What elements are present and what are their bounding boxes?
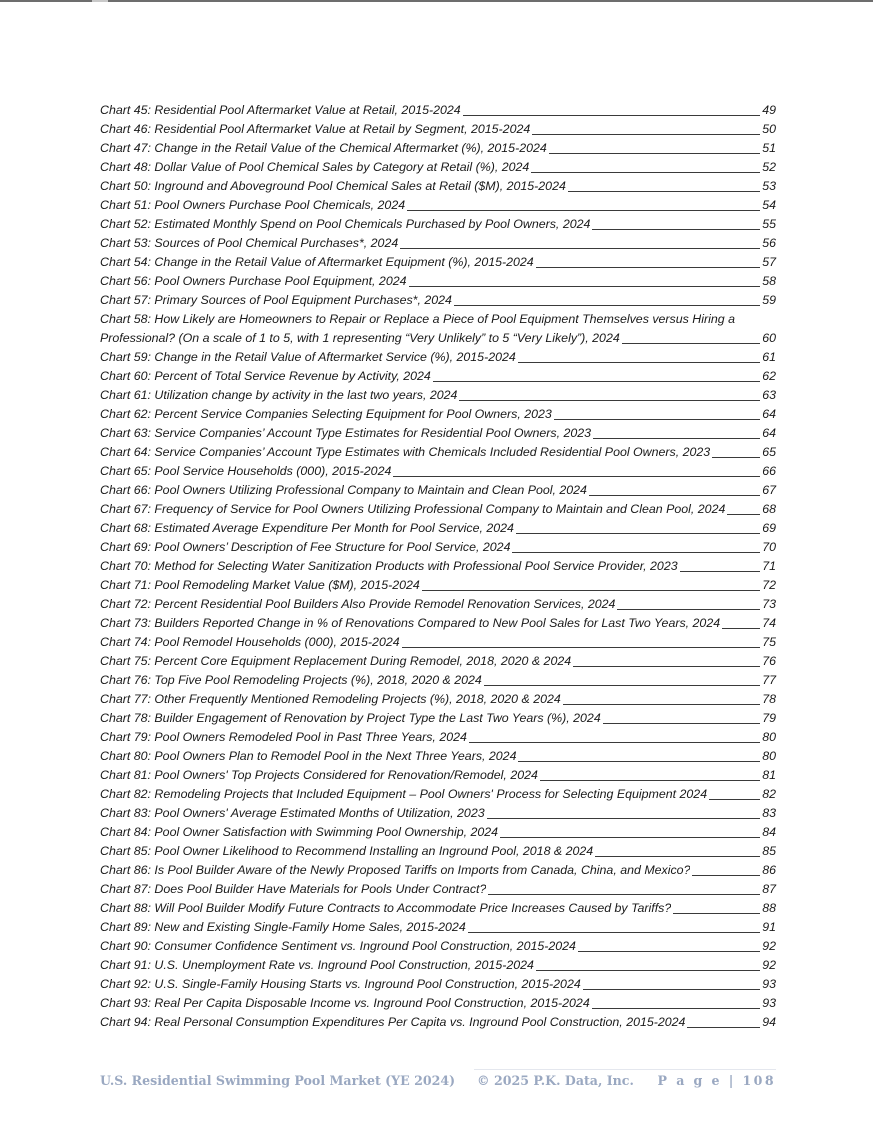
toc-entry-page: 93 [762,996,776,1010]
toc-entry-page: 92 [762,958,776,972]
toc-entry-page: 74 [762,616,776,630]
toc-entry[interactable] [100,937,776,956]
toc-entry[interactable] [100,728,776,747]
toc-entry-page: 71 [762,559,776,573]
toc-entry-page: 82 [762,787,776,801]
toc-leader-line [400,248,760,249]
toc-leader-line [583,989,760,990]
toc-entry[interactable] [100,557,776,576]
toc-leader-line [433,381,760,382]
toc-entry-page: 66 [762,464,776,478]
toc-entry-page: 80 [762,730,776,744]
toc-entry-page: 84 [762,825,776,839]
toc-entry[interactable] [100,215,776,234]
toc-entry-title: Chart 83: Pool Owners' Average Estimated Months of Utilization, 2023 [100,806,485,820]
toc-leader-line [549,153,760,154]
toc-entry-page: 83 [762,806,776,820]
toc-entry[interactable] [100,538,776,557]
toc-entry-page: 68 [762,502,776,516]
toc-entry-page: 94 [762,1015,776,1029]
toc-entry-title: Chart 50: Inground and Aboveground Pool Chemical Sales at Retail ($M), 2015-2024 [100,179,566,193]
toc-leader-line [712,457,760,458]
toc-leader-line [687,1027,760,1028]
toc-entry[interactable] [100,956,776,975]
toc-entry-title: Chart 51: Pool Owners Purchase Pool Chemicals, 2024 [100,198,406,212]
toc-entry-title: Chart 84: Pool Owner Satisfaction with Swimming Pool Ownership, 2024 [100,825,499,839]
toc-entry[interactable] [100,899,776,918]
toc-entry-title: Chart 79: Pool Owners Remodeled Pool in Past Three Years, 2024 [100,730,467,744]
toc-leader-line [518,761,760,762]
toc-entry[interactable] [100,139,776,158]
toc-leader-line [518,362,760,363]
toc-entry[interactable] [100,766,776,785]
toc-leader-line [469,742,760,743]
toc-entry[interactable] [100,823,776,842]
toc-entry[interactable] [100,861,776,880]
toc-entry[interactable] [100,576,776,595]
toc-entry-page: 60 [762,331,776,345]
toc-entry-page: 79 [762,711,776,725]
toc-leader-line [727,514,760,515]
toc-entry[interactable] [100,443,776,462]
toc-entry[interactable] [100,1013,776,1032]
toc-entry-title: Chart 91: U.S. Unemployment Rate vs. Inground Pool Construction, 2015-2024 [100,958,534,972]
toc-entry-title: Chart 57: Primary Sources of Pool Equipment Purchases*, 2024 [100,293,452,307]
toc-leader-line [554,419,760,420]
toc-entry[interactable] [100,424,776,443]
toc-leader-line [500,837,760,838]
toc-entry-page: 92 [762,939,776,953]
toc-leader-line [516,533,760,534]
toc-entry-page: 53 [762,179,776,193]
toc-leader-line [680,571,760,572]
toc-leader-line [532,134,760,135]
toc-leader-line [595,856,760,857]
toc-entry[interactable] [100,880,776,899]
footer-page-number: P a g e | 108 [657,1073,776,1088]
toc-leader-line [709,799,760,800]
toc-leader-line [617,609,760,610]
toc-entry-page: 59 [762,293,776,307]
toc-leader-line [463,115,760,116]
toc-entry-page: 67 [762,483,776,497]
toc-entry-title: Chart 90: Consumer Confidence Sentiment vs. Inground Pool Construction, 2015-2024 [100,939,576,953]
toc-leader-line [722,628,760,629]
toc-entry-page: 64 [762,407,776,421]
toc-entry-title: Chart 46: Residential Pool Aftermarket Value at Retail by Segment, 2015-2024 [100,122,531,136]
toc-entry-title: Chart 89: New and Existing Single-Family Home Sales, 2015-2024 [100,920,466,934]
toc-entry-page: 62 [762,369,776,383]
toc-entry-title: Chart 48: Dollar Value of Pool Chemical Sales by Category at Retail (%), 2024 [100,160,530,174]
toc-entry-title: Chart 58: How Likely are Homeowners to Repair or Replace a Piece of Pool Equipment Themselves versus Hiring a [100,312,735,326]
toc-entry[interactable] [100,652,776,671]
toc-entry-title: Chart 63: Service Companies’ Account Type Estimates for Residential Pool Owners, 2023 [100,426,592,440]
toc-entry-title: Chart 80: Pool Owners Plan to Remodel Pool in the Next Three Years, 2024 [100,749,517,763]
toc-entry-continuation[interactable] [100,329,776,348]
toc-entry-title: Chart 94: Real Personal Consumption Expenditures Per Capita vs. Inground Pool Construction, 2015-2024 [100,1015,686,1029]
toc-entry[interactable] [100,196,776,215]
toc-entry-title: Chart 82: Remodeling Projects that Included Equipment – Pool Owners' Process for Selecting Equipment 2024 [100,787,708,801]
toc-entry-title: Chart 67: Frequency of Service for Pool Owners Utilizing Professional Company to Maintain and Clean Pool, 2024 [100,502,726,516]
table-of-charts [100,101,776,1032]
toc-entry-page: 49 [762,103,776,117]
toc-leader-line [592,1008,760,1009]
toc-entry[interactable] [100,367,776,386]
toc-entry[interactable] [100,785,776,804]
toc-leader-line [487,818,760,819]
footer-report-title: U.S. Residential Swimming Pool Market (YE 2024) [100,1073,456,1088]
toc-entry-page: 87 [762,882,776,896]
toc-entry-title: Chart 76: Top Five Pool Remodeling Projects (%), 2018, 2020 & 2024 [100,673,482,687]
toc-entry[interactable] [100,481,776,500]
toc-entry-title: Chart 54: Change in the Retail Value of Aftermarket Equipment (%), 2015-2024 [100,255,534,269]
toc-entry-page: 73 [762,597,776,611]
toc-entry-title: Chart 66: Pool Owners Utilizing Professional Company to Maintain and Clean Pool, 2024 [100,483,587,497]
toc-entry-title: Chart 87: Does Pool Builder Have Materials for Pools Under Contract? [100,882,487,896]
toc-leader-line [531,172,760,173]
toc-leader-line [563,704,760,705]
toc-entry[interactable] [100,348,776,367]
toc-entry[interactable] [100,462,776,481]
toc-entry-title: Chart 72: Percent Residential Pool Builders Also Provide Remodel Renovation Services, 2024 [100,597,616,611]
toc-entry-page: 52 [762,160,776,174]
top-border [0,0,873,2]
toc-entry-page: 81 [762,768,776,782]
toc-entry-title: Chart 93: Real Per Capita Disposable Income vs. Inground Pool Construction, 2015-2024 [100,996,590,1010]
toc-entry[interactable] [100,101,776,120]
toc-entry-page: 88 [762,901,776,915]
toc-entry-title: Chart 78: Builder Engagement of Renovation by Project Type the Last Two Years (%), 2024 [100,711,601,725]
toc-leader-line [589,495,760,496]
toc-entry[interactable] [100,253,776,272]
toc-entry-page: 78 [762,692,776,706]
toc-entry-page: 72 [762,578,776,592]
toc-leader-line [422,590,760,591]
toc-leader-line [593,438,760,439]
toc-entry[interactable] [100,842,776,861]
toc-entry-page: 55 [762,217,776,231]
toc-entry[interactable] [100,690,776,709]
toc-entry[interactable] [100,994,776,1013]
toc-entry-title: Chart 73: Builders Reported Change in % of Renovations Compared to New Pool Sales for Last Two Years, 2024 [100,616,721,630]
toc-entry-title: Chart 70: Method for Selecting Water Sanitization Products with Professional Pool Service Provider, 2023 [100,559,678,573]
toc-leader-line [536,970,760,971]
toc-entry-title: Chart 77: Other Frequently Mentioned Remodeling Projects (%), 2018, 2020 & 2024 [100,692,561,706]
toc-entry-page: 86 [762,863,776,877]
toc-entry-title: Chart 92: U.S. Single-Family Housing Starts vs. Inground Pool Construction, 2015-2024 [100,977,581,991]
toc-entry[interactable] [100,310,776,329]
toc-entry-title: Chart 60: Percent of Total Service Revenue by Activity, 2024 [100,369,431,383]
toc-leader-line [573,666,760,667]
toc-entry-page: 57 [762,255,776,269]
toc-entry-title: Chart 52: Estimated Monthly Spend on Pool Chemicals Purchased by Pool Owners, 2024 [100,217,591,231]
toc-leader-line [454,305,760,306]
toc-entry-page: 61 [762,350,776,364]
toc-leader-line [393,476,760,477]
toc-entry-page: 70 [762,540,776,554]
toc-entry-title: Chart 45: Residential Pool Aftermarket Value at Retail, 2015-2024 [100,103,461,117]
toc-entry-title: Chart 68: Estimated Average Expenditure Per Month for Pool Service, 2024 [100,521,514,535]
toc-entry-title: Chart 53: Sources of Pool Chemical Purchases*, 2024 [100,236,399,250]
toc-entry-title: Chart 75: Percent Core Equipment Replacement During Remodel, 2018, 2020 & 2024 [100,654,572,668]
toc-entry-title: Chart 65: Pool Service Households (000), 2015-2024 [100,464,392,478]
footer-copyright: © 2025 P.K. Data, Inc. [477,1073,634,1088]
toc-entry-page: 65 [762,445,776,459]
toc-entry[interactable] [100,595,776,614]
toc-entry[interactable] [100,614,776,633]
toc-entry[interactable] [100,747,776,766]
toc-leader-line [402,647,760,648]
toc-leader-line [407,210,760,211]
toc-leader-line [692,875,760,876]
toc-entry[interactable] [100,291,776,310]
toc-entry-title: Chart 64: Service Companies’ Account Type Estimates with Chemicals Included Residential Pool Owners, 2023 [100,445,711,459]
toc-entry[interactable] [100,500,776,519]
toc-entry[interactable] [100,177,776,196]
toc-entry-page: 69 [762,521,776,535]
toc-entry[interactable] [100,975,776,994]
toc-entry-page: 54 [762,198,776,212]
toc-leader-line [536,267,760,268]
toc-entry-title: Chart 69: Pool Owners’ Description of Fee Structure for Pool Service, 2024 [100,540,511,554]
toc-entry[interactable] [100,120,776,139]
toc-entry-page: 58 [762,274,776,288]
toc-entry-page: 93 [762,977,776,991]
toc-entry-title: Chart 71: Pool Remodeling Market Value ($M), 2015-2024 [100,578,420,592]
toc-leader-line [540,780,760,781]
footer-rule [474,1069,776,1070]
toc-entry[interactable] [100,272,776,291]
toc-entry-title: Chart 74: Pool Remodel Households (000), 2015-2024 [100,635,400,649]
toc-entry-page: 56 [762,236,776,250]
toc-entry[interactable] [100,918,776,937]
toc-leader-line [673,913,760,914]
toc-entry-page: 50 [762,122,776,136]
toc-entry[interactable] [100,234,776,253]
toc-leader-line [512,552,760,553]
toc-leader-line [568,191,760,192]
toc-leader-line [622,343,760,344]
toc-entry[interactable] [100,709,776,728]
toc-entry-title-continuation: Professional? (On a scale of 1 to 5, with 1 representing “Very Unlikely” to 5 “Very Likely”), 2024 [100,331,620,345]
toc-entry[interactable] [100,671,776,690]
page-footer [100,1073,776,1091]
toc-entry-title: Chart 86: Is Pool Builder Aware of the Newly Proposed Tariffs on Imports from Canada, China, and Mexico? [100,863,691,877]
toc-entry-page: 64 [762,426,776,440]
toc-leader-line [603,723,760,724]
toc-leader-line [468,932,760,933]
top-border-tab [92,0,108,2]
toc-entry-title: Chart 85: Pool Owner Likelihood to Recommend Installing an Inground Pool, 2018 & 2024 [100,844,594,858]
toc-entry-title: Chart 62: Percent Service Companies Selecting Equipment for Pool Owners, 2023 [100,407,552,421]
toc-entry[interactable] [100,804,776,823]
toc-entry-page: 91 [762,920,776,934]
toc-entry-page: 77 [762,673,776,687]
toc-entry[interactable] [100,386,776,405]
toc-entry-page: 76 [762,654,776,668]
toc-leader-line [459,400,760,401]
toc-entry-title: Chart 81: Pool Owners' Top Projects Considered for Renovation/Remodel, 2024 [100,768,538,782]
toc-leader-line [488,894,760,895]
toc-leader-line [484,685,760,686]
toc-leader-line [409,286,761,287]
toc-entry-page: 80 [762,749,776,763]
toc-entry-title: Chart 61: Utilization change by activity in the last two years, 2024 [100,388,458,402]
toc-entry[interactable] [100,158,776,177]
toc-leader-line [592,229,760,230]
toc-entry-page: 85 [762,844,776,858]
toc-leader-line [578,951,760,952]
toc-entry-page: 63 [762,388,776,402]
toc-entry-page: 75 [762,635,776,649]
toc-entry-title: Chart 47: Change in the Retail Value of the Chemical Aftermarket (%), 2015-2024 [100,141,547,155]
toc-entry-page: 51 [762,141,776,155]
toc-entry[interactable] [100,633,776,652]
toc-entry-title: Chart 59: Change in the Retail Value of Aftermarket Service (%), 2015-2024 [100,350,516,364]
toc-entry[interactable] [100,519,776,538]
toc-entry[interactable] [100,405,776,424]
toc-entry-title: Chart 88: Will Pool Builder Modify Future Contracts to Accommodate Price Increases Caused by Tariffs? [100,901,672,915]
toc-entry-title: Chart 56: Pool Owners Purchase Pool Equipment, 2024 [100,274,407,288]
